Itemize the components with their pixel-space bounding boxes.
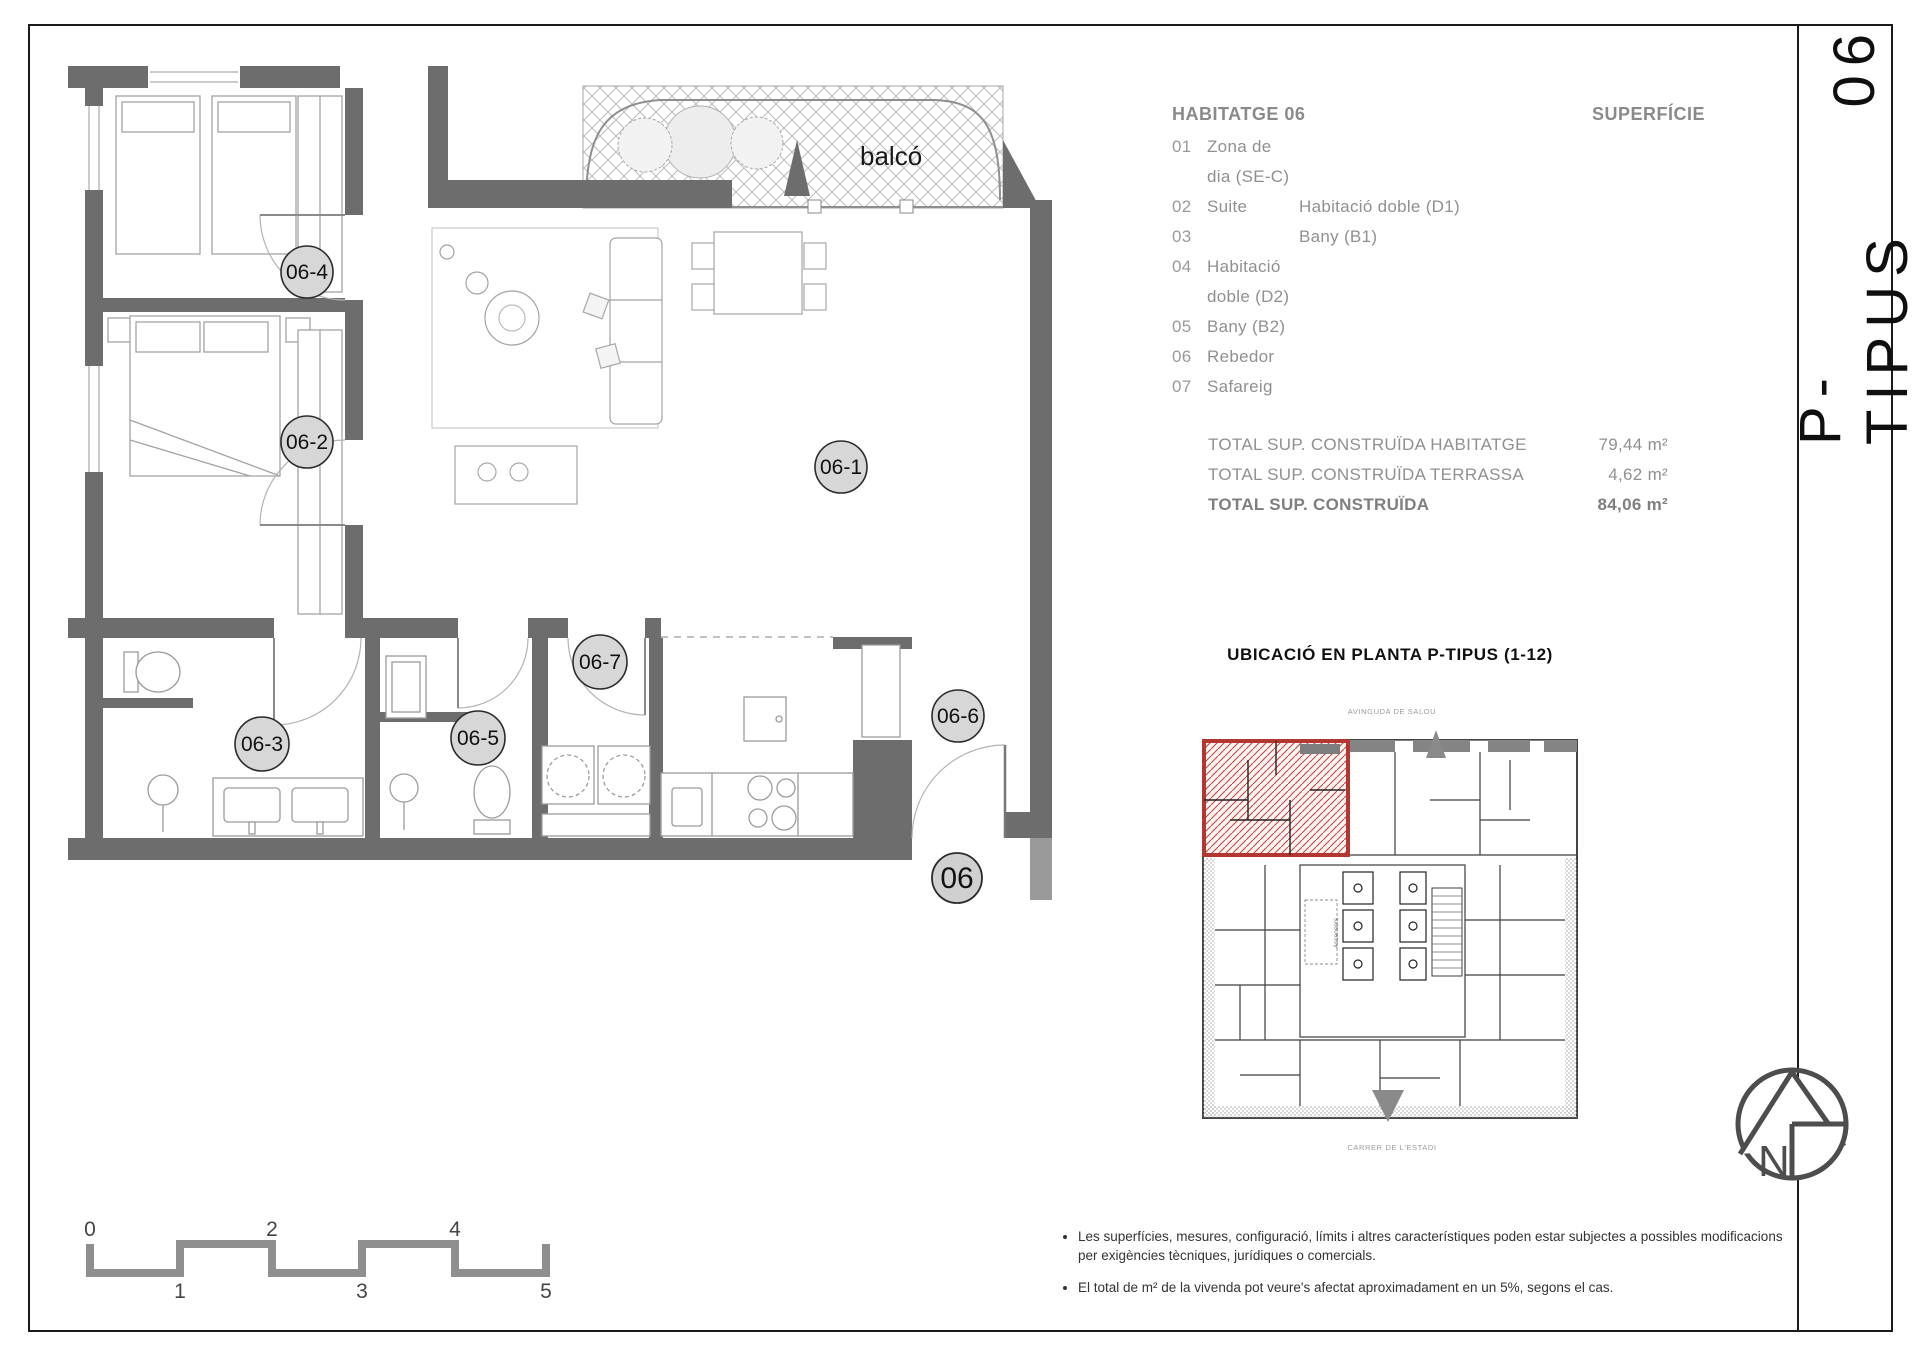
room-tag-06-2	[281, 416, 333, 468]
total-row-grand: TOTAL SUP. CONSTRUÏDA 84,06 m²	[1208, 495, 1668, 514]
svg-text:5: 5	[540, 1280, 552, 1303]
plant-icon	[731, 117, 783, 169]
north-label: N	[1758, 1137, 1790, 1186]
svg-text:0: 0	[84, 1218, 96, 1241]
note-item: • Les superfícies, mesures, configuració, límits i altres característiques poden estar subjectes a possibles modificacions per exigències tècniques, jurídiques o comercials.	[1078, 1228, 1804, 1265]
room-tag-06-1	[815, 441, 867, 493]
room-list-row: 06 Rebedor	[1172, 347, 1275, 366]
total-row: TOTAL SUP. CONSTRUÏDA TERRASSA 4,62 m²	[1208, 465, 1668, 484]
disclaimer-notes	[1056, 1228, 1804, 1312]
living-room-furniture	[432, 228, 826, 504]
room-list-row: 02 Suite Habitació doble (D1)	[1172, 197, 1460, 216]
plant-icon	[618, 118, 672, 172]
sheet-title-number: 06	[1821, 25, 1887, 108]
legend-panel	[1172, 104, 1705, 520]
floor-plan	[60, 55, 1060, 920]
elevator-icon	[1354, 960, 1362, 968]
burner-icon	[772, 806, 796, 830]
svg-text:06: 06	[940, 862, 974, 895]
street-label-bottom: CARRER DE L'ESTADI	[1347, 1143, 1437, 1152]
room-list-row: 05 Bany (B2)	[1172, 317, 1286, 336]
scale-labels	[84, 1218, 552, 1303]
svg-text:3: 3	[356, 1280, 368, 1303]
sheet-title-vertical	[1788, 25, 1920, 445]
room-tag-06-6	[932, 690, 984, 742]
room-tag-06-3	[235, 717, 289, 771]
svg-text:2: 2	[266, 1218, 278, 1241]
svg-text:06-4: 06-4	[285, 261, 329, 284]
street-label-top: AVINGUDA DE SALOU	[1347, 707, 1437, 716]
legend-area-header: SUPERFÍCIE	[1591, 104, 1705, 124]
elevator-icon	[1354, 922, 1362, 930]
note-item: • El total de m² de la vivenda pot veure's afectat aproximadament en un 5%, segons el cas.	[1078, 1279, 1804, 1298]
room-list-row: 01 Zona de dia (SE-C)	[1172, 137, 1290, 186]
north-arrow-icon	[1722, 1046, 1862, 1196]
svg-text:06-7: 06-7	[578, 651, 622, 674]
elevator-icon	[1409, 884, 1417, 892]
elevator-icon	[1354, 884, 1362, 892]
room-tag-06-7	[573, 635, 627, 689]
svg-text:4: 4	[449, 1218, 461, 1241]
room-tag-06-5	[451, 711, 505, 765]
location-mini-plan	[1196, 700, 1588, 1160]
svg-text:06-6: 06-6	[936, 705, 980, 728]
total-row: TOTAL SUP. CONSTRUÏDA HABITATGE 79,44 m²	[1208, 435, 1668, 454]
room-list-row: 07 Safareig	[1172, 377, 1273, 396]
location-heading: UBICACIÓ EN PLANTA P-TIPUS (1-12)	[1227, 645, 1553, 664]
entrance-tag	[932, 853, 982, 903]
building-core	[1300, 865, 1465, 1037]
room-list-row: 03 Bany (B1)	[1172, 227, 1378, 246]
area-totals	[1208, 430, 1668, 520]
svg-text:1: 1	[174, 1280, 186, 1303]
room-list	[1172, 132, 1705, 402]
legend-title: HABITATGE 06	[1172, 104, 1306, 124]
room-list-row: 04 Habitació doble (D2)	[1172, 257, 1290, 306]
svg-text:06-1: 06-1	[819, 456, 863, 479]
elevator-icon	[1409, 960, 1417, 968]
svg-text:06-3: 06-3	[240, 733, 284, 756]
laundry-fixtures	[542, 746, 650, 836]
plant-icon	[664, 106, 736, 178]
sheet-title-text: P-TIPUS	[1788, 229, 1920, 445]
burner-icon	[748, 776, 772, 800]
svg-text:06-5: 06-5	[456, 727, 500, 750]
balcony-label: balcó	[860, 141, 923, 171]
room-tag-06-4	[281, 246, 333, 298]
highlighted-unit	[1204, 741, 1348, 855]
elevators-label: Ascensors	[1333, 917, 1340, 949]
scale-bar	[60, 1212, 580, 1312]
elevator-icon	[1409, 922, 1417, 930]
svg-text:06-2: 06-2	[285, 431, 329, 454]
stairs-icon	[1432, 888, 1462, 976]
burner-icon	[749, 809, 767, 827]
burner-icon	[777, 779, 795, 797]
